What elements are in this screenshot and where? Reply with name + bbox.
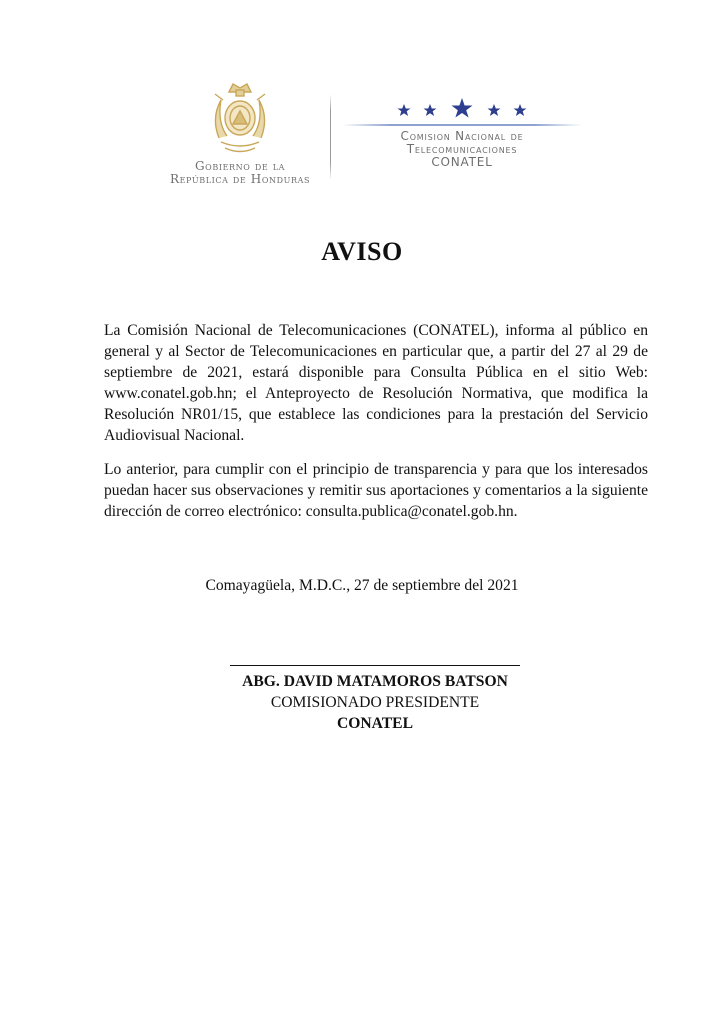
logo-rule <box>342 124 582 126</box>
notice-paragraph-2: Lo anterior, para cumplir con el principio de transparencia y para que los interesados puedan hacer sus observaciones y remitir sus aportaciones y comentarios a la siguiente dirección de correo electrónico: consulta.publica@conatel.gob.hn. <box>104 461 648 520</box>
signatory-organization: CONATEL <box>337 715 413 732</box>
letterhead <box>0 0 724 200</box>
document-title: AVISO <box>321 237 403 266</box>
agency-line-2: Telecomunicaciones <box>406 142 518 156</box>
government-name <box>150 160 330 186</box>
agency-line-3: CONATEL <box>431 155 493 169</box>
signatory-name: ABG. DAVID MATAMOROS BATSON <box>242 673 508 690</box>
letterhead-divider <box>330 94 331 180</box>
conatel-logo <box>342 96 582 169</box>
honduras-coat-of-arms-icon <box>205 78 275 158</box>
agency-line-1: Comision Nacional de <box>400 129 524 143</box>
signature-line <box>230 665 520 666</box>
place-and-date: Comayagüela, M.D.C., 27 de septiembre del 2021 <box>205 577 519 594</box>
notice-paragraph-1: La Comisión Nacional de Telecomunicaciones (CONATEL), informa al público en general y al Sector de Telecomunicaciones en particular que, a partir del 27 al 29 de septiembre de 2021, estará disponible para Consulta Pública en el sitio Web: www.conatel.gob.hn; el Anteproyecto de Resolución Normativa, que modifica la Resolución NR01/15, que establece las condiciones para la prestación del Servicio Audiovisual Nacional. <box>104 322 648 444</box>
agency-name <box>342 130 582 169</box>
government-line-1: Gobierno de la <box>195 159 285 173</box>
government-line-2: República de Honduras <box>169 172 311 186</box>
signatory-role: COMISIONADO PRESIDENTE <box>270 694 480 711</box>
stars-icon <box>342 96 582 118</box>
government-logo <box>150 78 330 186</box>
